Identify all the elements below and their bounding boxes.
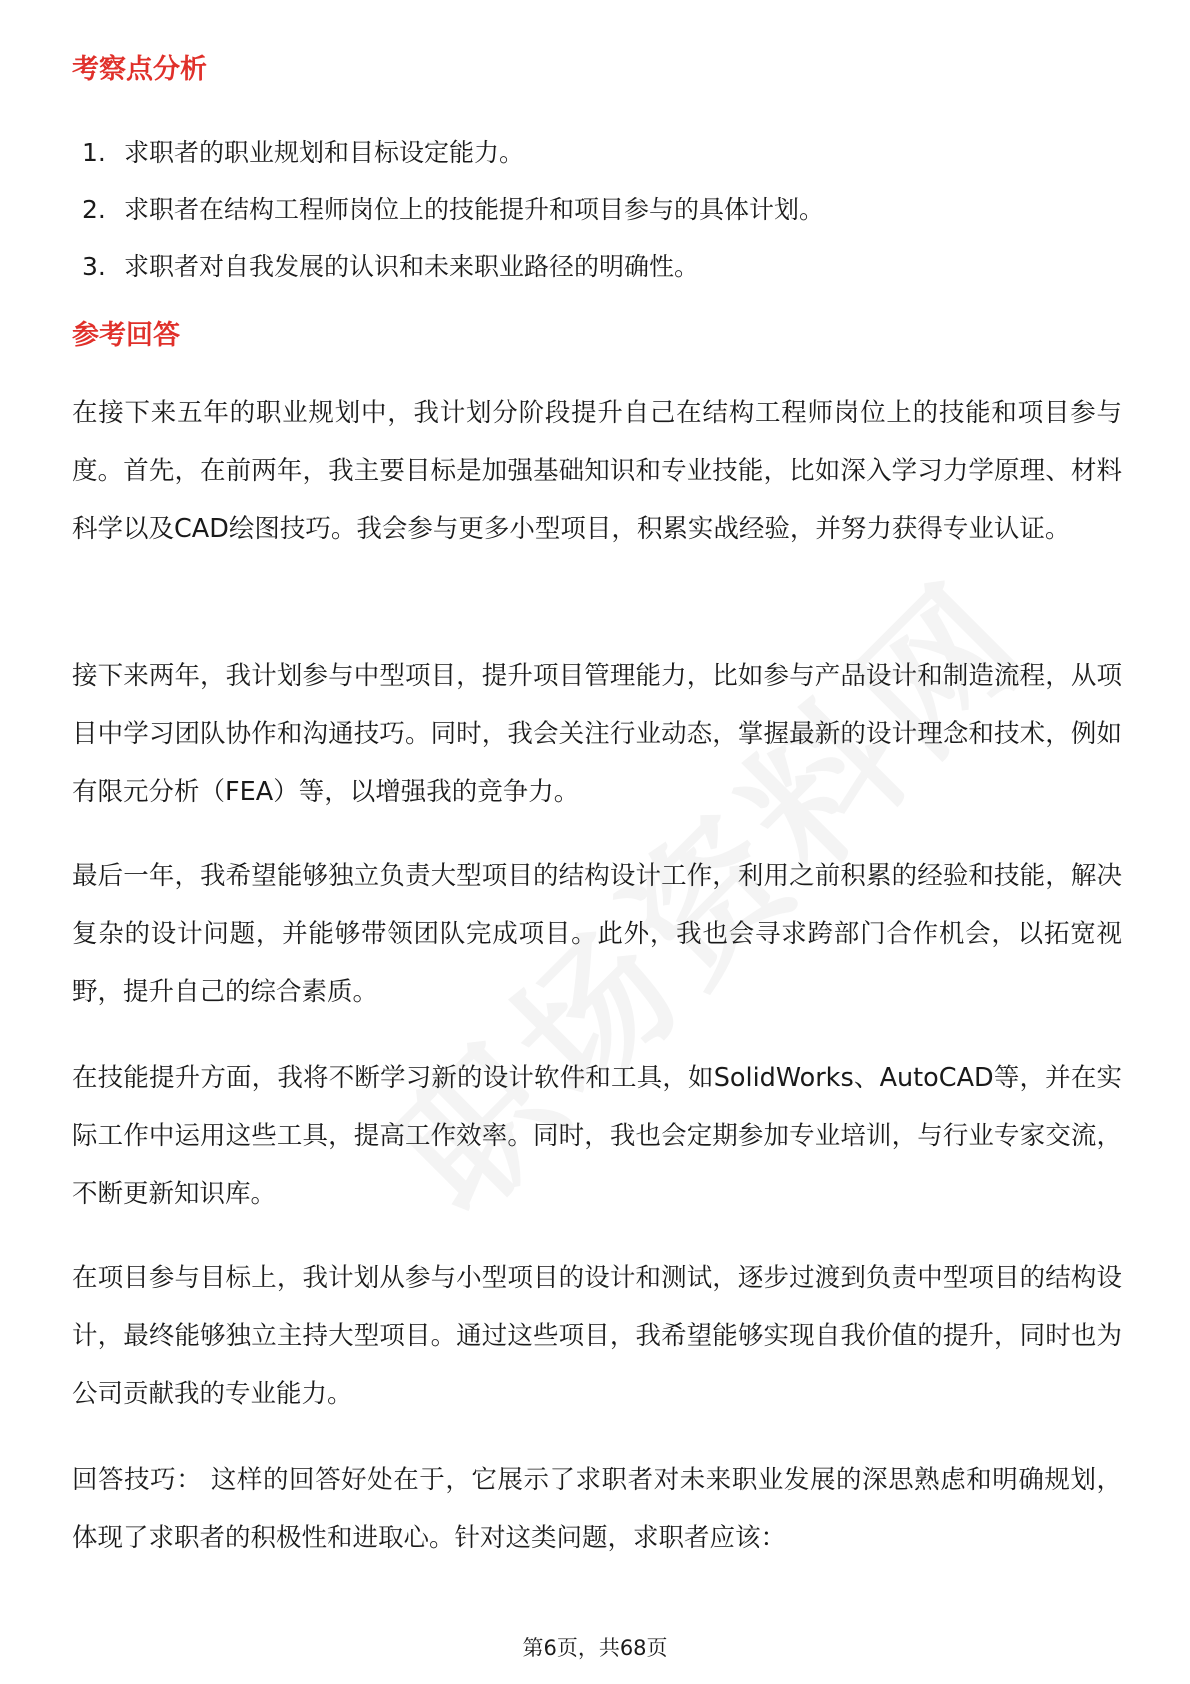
- list-item-text: 求职者在结构工程师岗位上的技能提升和项目参与的具体计划。: [124, 195, 825, 224]
- list-item-number: 1.: [82, 138, 106, 167]
- list-item-number: 2.: [82, 195, 106, 224]
- list-item-text: 求职者的职业规划和目标设定能力。: [124, 138, 525, 167]
- answer-paragraph: 在接下来五年的职业规划中，我计划分阶段提升自己在结构工程师岗位上的技能和项目参与度。首先，在前两年，我主要目标是加强基础知识和专业技能，比如深入学习力学原理、材料科学以及CAD绘图技巧。我会参与更多小型项目，积累实战经验，并努力获得专业认证。: [72, 398, 1122, 544]
- list-item: [82, 181, 824, 238]
- page-number-footer: 第6页，共68页: [522, 1636, 668, 1660]
- analysis-points-list: [82, 124, 824, 295]
- answer-tips-paragraph: 回答技巧： 这样的回答好处在于，它展示了求职者对未来职业发展的深思熟虑和明确规划，体现了求职者的积极性和进取心。针对这类问题，求职者应该：: [72, 1465, 1122, 1553]
- list-item-number: 3.: [82, 252, 106, 281]
- answer-paragraph: 在项目参与目标上，我计划从参与小型项目的设计和测试，逐步过渡到负责中型项目的结构设计，最终能够独立主持大型项目。通过这些项目，我希望能够实现自我价值的提升，同时也为公司贡献我的专业能力。: [72, 1263, 1122, 1409]
- answer-paragraph: 接下来两年，我计划参与中型项目，提升项目管理能力，比如参与产品设计和制造流程，从项目中学习团队协作和沟通技巧。同时，我会关注行业动态，掌握最新的设计理念和技术，例如有限元分析（FEA）等，以增强我的竞争力。: [72, 661, 1122, 807]
- list-item: [82, 124, 824, 181]
- section-heading-answer: 参考回答: [72, 320, 180, 351]
- answer-paragraph: 最后一年，我希望能够独立负责大型项目的结构设计工作，利用之前积累的经验和技能，解决复杂的设计问题，并能够带领团队完成项目。此外，我也会寻求跨部门合作机会，以拓宽视野，提升自己的综合素质。: [72, 861, 1122, 1007]
- list-item-text: 求职者对自我发展的认识和未来职业路径的明确性。: [124, 252, 700, 281]
- section-heading-analysis: 考察点分析: [72, 54, 207, 85]
- list-item: [82, 238, 824, 295]
- answer-paragraph: 在技能提升方面，我将不断学习新的设计软件和工具，如SolidWorks、AutoCAD等，并在实际工作中运用这些工具，提高工作效率。同时，我也会定期参加专业培训，与行业专家交流，不断更新知识库。: [72, 1063, 1122, 1209]
